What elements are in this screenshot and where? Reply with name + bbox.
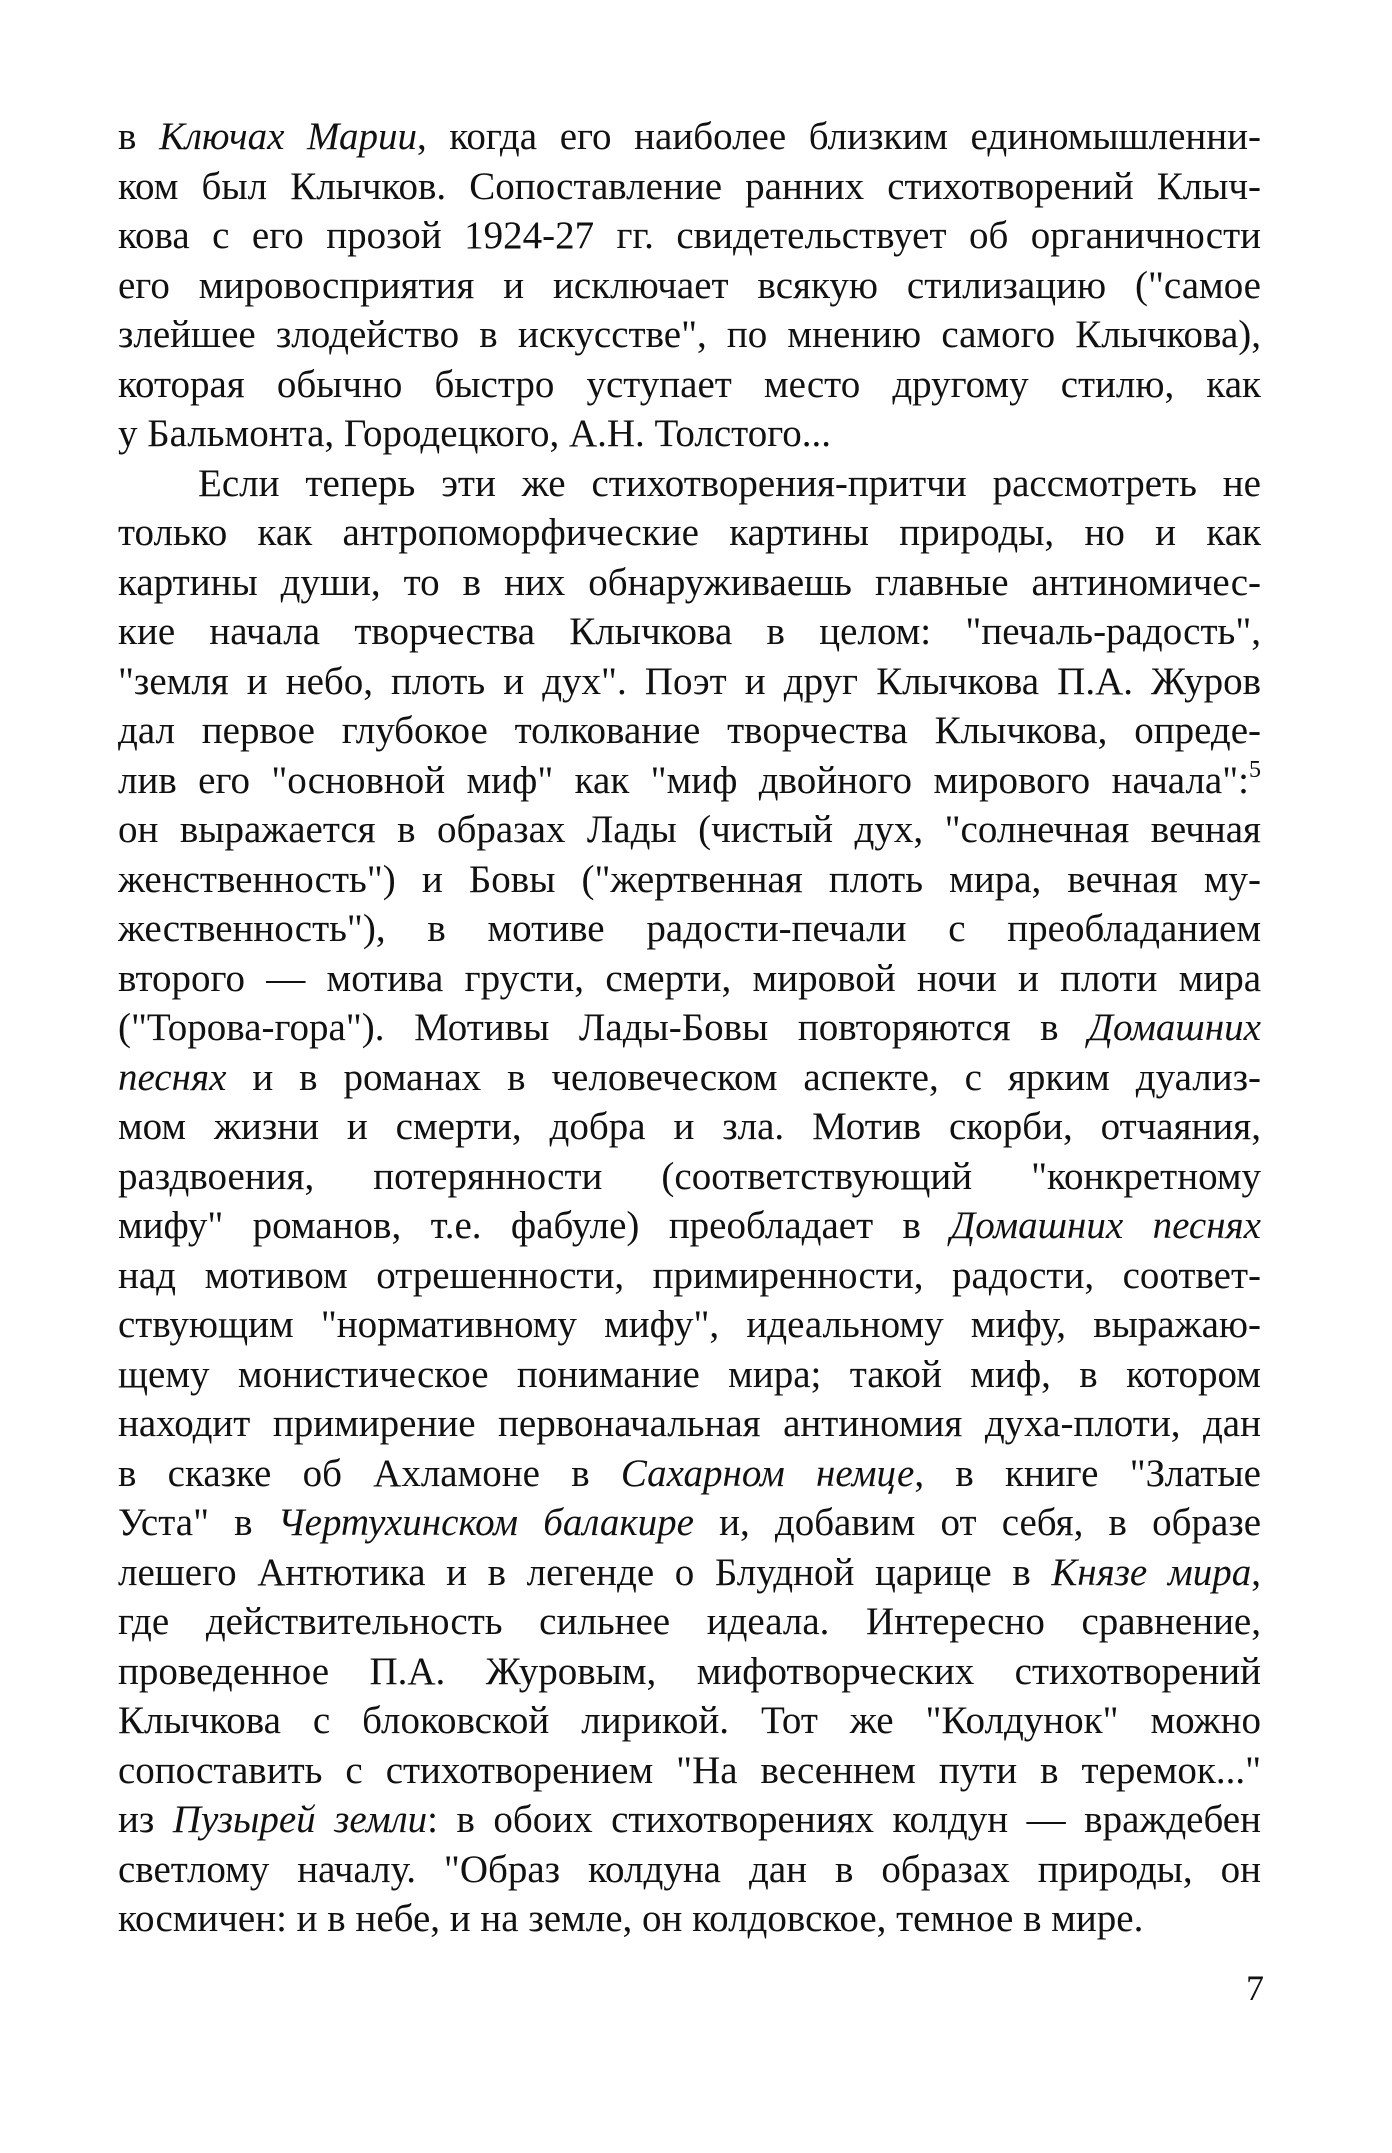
text-line: Клычкова с блоковской лирикой. Тот же "Колдунок" можно: [118, 1699, 1261, 1742]
text-line: раздвоения, потерянности (соответствующий "конкретному: [118, 1154, 1261, 1198]
text-line: песнях и в романах в человеческом аспекте, с ярким дуализ-: [118, 1055, 1261, 1099]
text-line: дал первое глубокое толкование творчества Клычкова, опреде-: [118, 709, 1261, 752]
text-line: из Пузырей земли: в обоих стихотворениях колдун — враждебен: [118, 1798, 1261, 1841]
text-line: ("Торова-гора"). Мотивы Лады-Бовы повторяются в Домашних: [118, 1006, 1261, 1049]
italic-title: Сахарном немце: [620, 1451, 915, 1495]
text-line: Если теперь эти же стихотворения-притчи рассмотреть не: [198, 461, 1261, 505]
text-line: второго — мотива грусти, смерти, мировой ночи и плоти мира: [118, 956, 1261, 1000]
text-line: ствующим "нормативному мифу", идеальному мифу, выражаю-: [118, 1303, 1261, 1346]
text-line: женственность") и Бовы ("жертвенная плоть мира, вечная му-: [118, 857, 1261, 901]
text-line: картины души, то в них обнаруживаешь главные антиномичес-: [118, 560, 1261, 604]
footnote-marker: 5: [1249, 756, 1261, 783]
text-line: в Ключах Марии, когда его наиболее близким единомышленни-: [118, 115, 1261, 158]
page-number: 7: [1246, 1968, 1264, 2008]
italic-title: Домашних: [1088, 1006, 1261, 1049]
text-line: светлому началу. "Образ колдуна дан в образах природы, он: [118, 1847, 1261, 1891]
text-line: он выражается в образах Лады (чистый дух, "солнечная вечная: [118, 808, 1261, 851]
text-line: мом жизни и смерти, добра и зла. Мотив скорби, отчаяния,: [118, 1105, 1261, 1148]
text-line: мифу" романов, т.е. фабуле) преобладает в Домашних песнях: [118, 1204, 1261, 1247]
text-line: ком был Клычков. Сопоставление ранних стихотворений Клыч-: [118, 164, 1261, 208]
text-line: его мировосприятия и исключает всякую стилизацию ("самое: [118, 263, 1261, 307]
italic-title: Чертухинском балакире: [277, 1501, 694, 1544]
text-line: сопоставить с стихотворением "На весеннем пути в теремок...": [118, 1748, 1261, 1792]
text-line: в сказке об Ахламоне в Сахарном немце, в книге "Златые: [118, 1451, 1261, 1495]
text-line: где действительность сильнее идеала. Интересно сравнение,: [118, 1600, 1261, 1643]
italic-title: Ключах Марии: [159, 115, 417, 158]
italic-title: песнях: [118, 1055, 227, 1099]
text-line: у Бальмонта, Городецкого, А.Н. Толстого...: [118, 412, 831, 455]
text-line: над мотивом отрешенности, примиренности, радости, соответ-: [118, 1253, 1261, 1297]
text-line: "земля и небо, плоть и дух". Поэт и друг Клычкова П.А. Журов: [118, 659, 1261, 703]
text-line: проведенное П.А. Журовым, мифотворческих стихотворений: [118, 1649, 1261, 1693]
italic-title: Князе мира: [1051, 1550, 1252, 1594]
text-line: лешего Антютика и в легенде о Блудной царице в Князе мира,: [118, 1550, 1261, 1594]
text-line: злейшее злодейство в искусстве", по мнению самого Клычкова),: [118, 313, 1261, 356]
text-line: находит примирение первоначальная антиномия духа-плоти, дан: [118, 1402, 1261, 1445]
text-line: кова с его прозой 1924-27 гг. свидетельствует об органичности: [118, 214, 1261, 257]
body-text: [118, 112, 1261, 1944]
text-line: космичен: и в небе, и на земле, он колдовское, темное в мире.: [118, 1897, 1144, 1940]
text-line: Уста" в Чертухинском балакире и, добавим от себя, в образе: [118, 1501, 1261, 1544]
text-line: кие начала творчества Клычкова в целом: "печаль-радость",: [118, 610, 1261, 653]
text-line: которая обычно быстро уступает место другому стилю, как: [118, 362, 1261, 406]
text-line: щему монистическое понимание мира; такой миф, в котором: [118, 1352, 1261, 1396]
italic-title: Домашних песнях: [950, 1204, 1261, 1247]
italic-title: Пузырей земли: [172, 1798, 428, 1841]
text-line: жественность"), в мотиве радости-печали с преобладанием: [118, 907, 1261, 950]
text-line: только как антропоморфические картины природы, но и как: [118, 511, 1261, 554]
text-line: лив его "основной миф" как "миф двойного мирового начала":$^5$: [118, 756, 1261, 802]
